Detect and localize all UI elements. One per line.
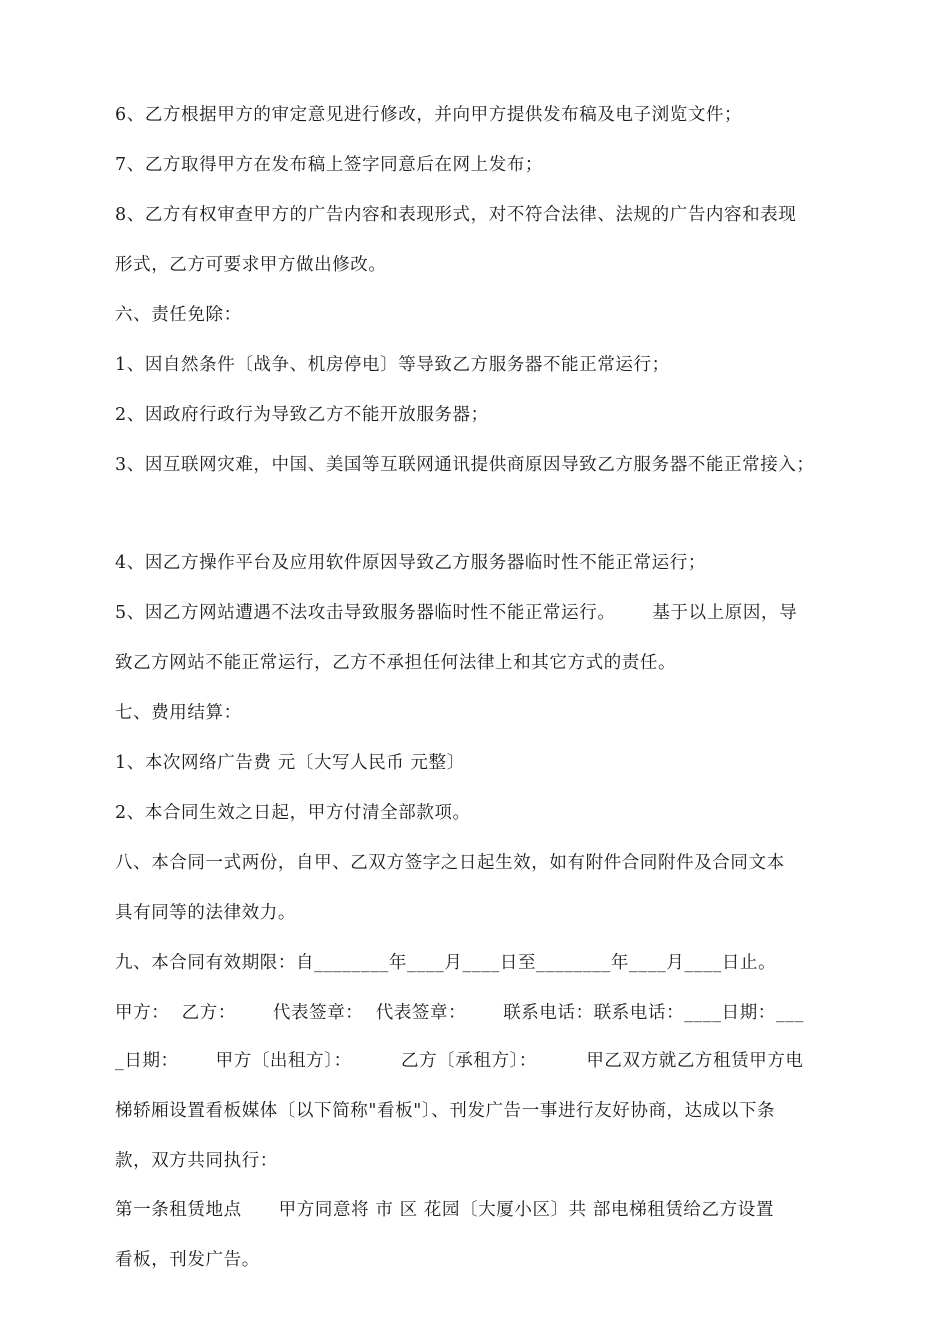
exemption-3-line: 3、因互联网灾难，中国、美国等互联网通讯提供商原因导致乙方服务器不能正常接入； [115,455,815,475]
article-1-line-2: 看板，刊发广告。 [115,1250,260,1270]
section-9-term-line: 九、本合同有效期限：自________年____月____日至________年____月____日止。 [115,953,777,973]
lease-intro-line-1: 梯轿厢设置看板媒体〔以下简称"看板"〕、刊发广告一事进行友好协商，达成以下条 [115,1101,776,1121]
signature-line-2: _日期： 甲方〔出租方〕： 乙方〔承租方〕： 甲乙双方就乙方租赁甲方电 [115,1051,804,1071]
article-1-line-1: 第一条租赁地点 甲方同意将 市 区 花园〔大厦小区〕共 部电梯租赁给乙方设置 [115,1200,774,1220]
section-6-heading: 六、责任免除： [115,305,242,325]
exemption-1-line: 1、因自然条件〔战争、机房停电〕等导致乙方服务器不能正常运行； [115,355,670,375]
fee-2-line: 2、本合同生效之日起，甲方付清全部款项。 [115,803,471,823]
exemption-5-line-1: 5、因乙方网站遭遇不法攻击导致服务器临时性不能正常运行。 基于以上原因，导 [115,603,798,623]
exemption-5-line-2: 致乙方网站不能正常运行，乙方不承担任何法律上和其它方式的责任。 [115,653,677,673]
section-7-heading: 七、费用结算： [115,703,242,723]
section-8-line-2: 具有同等的法律效力。 [115,903,296,923]
clause-8-line-2: 形式，乙方可要求甲方做出修改。 [115,255,387,275]
clause-6-line: 6、乙方根据甲方的审定意见进行修改，并向甲方提供发布稿及电子浏览文件； [115,105,743,125]
section-8-line-1: 八、本合同一式两份，自甲、乙双方签字之日起生效，如有附件合同附件及合同文本 [115,853,785,873]
clause-8-line-1: 8、乙方有权审查甲方的广告内容和表现形式，对不符合法律、法规的广告内容和表现 [115,205,797,225]
exemption-2-line: 2、因政府行政行为导致乙方不能开放服务器； [115,405,489,425]
lease-intro-line-2: 款，双方共同执行： [115,1151,278,1171]
fee-1-line: 1、本次网络广告费 元〔大写人民币 元整〕 [115,753,465,773]
signature-line-1: 甲方： 乙方： 代表签章： 代表签章： 联系电话：联系电话：____日期：___ [115,1003,804,1023]
clause-7-line: 7、乙方取得甲方在发布稿上签字同意后在网上发布； [115,155,544,175]
exemption-4-line: 4、因乙方操作平台及应用软件原因导致乙方服务器临时性不能正常运行； [115,553,706,573]
